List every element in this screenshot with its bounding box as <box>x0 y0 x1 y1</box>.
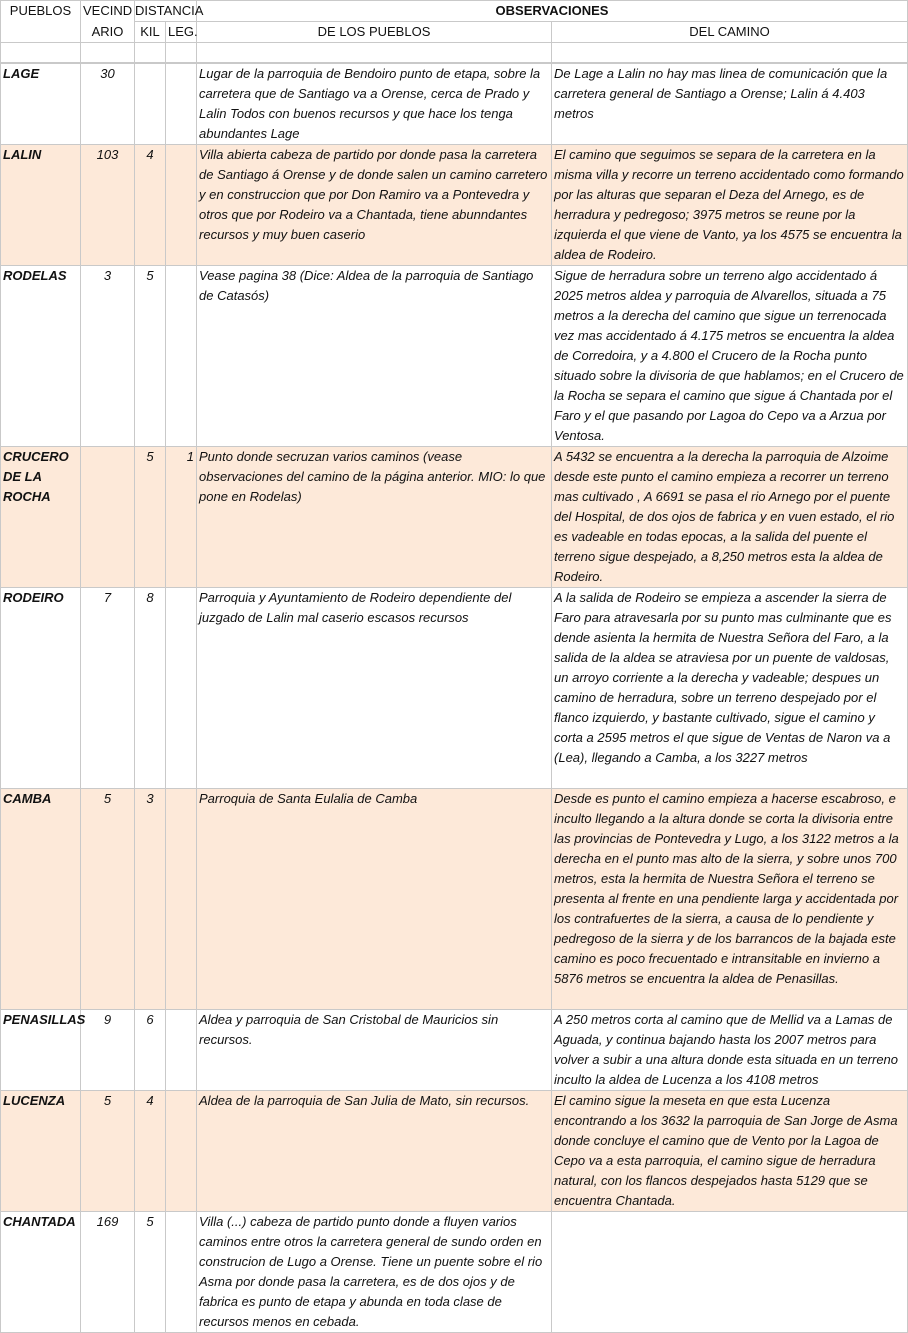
vecindario-cell-crucero-de-la-rocha <box>81 447 135 588</box>
camino-observation-penasillas: A 250 metros corta al camino que de Mellid va a Lamas de Aguada, y continua bajando hasta los 2007 metros para volver a subir a una altura donde esta situada en un terreno inculto la aldea de Lucenza a los 4108 metros <box>552 1010 908 1091</box>
kil-cell-chantada: 5 <box>135 1212 166 1333</box>
header-observaciones: OBSERVACIONES <box>197 1 908 22</box>
vecindario-cell-lage: 30 <box>81 64 135 145</box>
vecindario-cell-penasillas: 9 <box>81 1010 135 1091</box>
pueblos-observation-camba: Parroquia de Santa Eulalia de Camba <box>197 789 552 1010</box>
table-row <box>1 1212 908 1333</box>
pueblos-observation-rodeiro: Parroquia y Ayuntamiento de Rodeiro dependiente del juzgado de Lalin mal caserio escasos recursos <box>197 588 552 789</box>
vecindario-cell-chantada: 169 <box>81 1212 135 1333</box>
blank-row <box>1 43 908 63</box>
camino-observation-lucenza: El camino sigue la meseta en que esta Lucenza encontrando a los 3632 la parroquia de San Jorge de Asma donde concluye el camino que de Vento por la Lagoa de Cepo va a esta parroquia, el camino sigue de herradura natural, con los flancos despejados hasta 5129 que se encuentra Chantada. <box>552 1091 908 1212</box>
table-row <box>1 447 908 588</box>
camino-observation-camba: Desde es punto el camino empieza a hacerse escabroso, e inculto llegando a la altura donde se corta la divisoria entre las provincias de Pontevedra y Lugo, a los 3122 metros a la derecha en el punto mas alto de la sierra, y sobre unos 700 metros, esta la hermita de Nuestra Señora el terreno se presenta al frente en una pendiente larga y accidentada por los contrafuertes de la sierra, a causa de lo pendiente y pedregoso de la sierra y de los barrancos de la bajada este camino es poco frecuentado e intransitable en invierno a 5876 metros se encuentra la aldea de Penasillas. <box>552 789 908 1010</box>
leg-cell-crucero-de-la-rocha: 1 <box>166 447 197 588</box>
vecindario-cell-lucenza: 5 <box>81 1091 135 1212</box>
pueblos-observation-lalin: Villa abierta cabeza de partido por donde pasa la carretera de Santiago á Orense y de donde salen un camino carretero y en construccion que por Don Ramiro va a Pontevedra y otros que por Rodeiro va a Chantada, tiene abunndantes recursos y muy buen caserio <box>197 145 552 266</box>
vecindario-cell-rodeiro: 7 <box>81 588 135 789</box>
kil-cell-penasillas: 6 <box>135 1010 166 1091</box>
leg-cell-chantada <box>166 1212 197 1333</box>
pueblos-observation-crucero-de-la-rocha: Punto donde secruzan varios caminos (vease observaciones del camino de la página anterior. MIO: lo que pone en Rodelas) <box>197 447 552 588</box>
kil-cell-rodeiro: 8 <box>135 588 166 789</box>
pueblos-observation-penasillas: Aldea y parroquia de San Cristobal de Mauricios sin recursos. <box>197 1010 552 1091</box>
pueblos-observation-lucenza: Aldea de la parroquia de San Julia de Mato, sin recursos. <box>197 1091 552 1212</box>
camino-observation-rodeiro: A la salida de Rodeiro se empieza a ascender la sierra de Faro para atravesarla por su punto mas culminante que es dende asienta la hermita de Nuestra Señora del Faro, a la salida de la aldea se atraviesa por un puente de valdosas, un arroyo corriente a la derecha y vadeable; despues un camino de herradura, sobre un terreno despejado por el flanco izquierdo, y bastante cultivado, sigue el camino y corta a 2595 metros el que sigue de Ventas de Naron va a (Lea), llegando a Camba, a los 3227 metros <box>552 588 908 789</box>
header-distancia: DISTANCIA <box>135 1 197 22</box>
pueblo-name-lage: LAGE <box>1 64 81 145</box>
pueblos-observation-chantada: Villa (...) cabeza de partido punto donde a fluyen varios caminos entre otros la carretera general de sundo orden en construcion de Lugo a Orense. Tiene un puente sobre el rio Asma por donde pasa la carretera, es de dos ojos y de fabrica es punto de etapa y abunda en toda clase de recursos menos en cebada. <box>197 1212 552 1333</box>
table-row <box>1 145 908 266</box>
leg-cell-rodelas <box>166 266 197 447</box>
header-pueblos-continued <box>1 22 81 43</box>
pueblos-observation-lage: Lugar de la parroquia de Bendoiro punto de etapa, sobre la carretera que de Santiago va a Orense, cerca de Prado y Lalin Todos con buenos recursos y que hace los tenga abundantes Lage <box>197 64 552 145</box>
header-leg: LEG. <box>166 22 197 43</box>
leg-cell-rodeiro <box>166 588 197 789</box>
camino-observation-crucero-de-la-rocha: A 5432 se encuentra a la derecha la parroquia de Alzoime desde este punto el camino empieza a recorrer un terreno mas cultivado , A 6691 se pasa el rio Arnego por el puente del Hospital, de dos ojos de fabrica y en vuen estado, el rio es vadeable en todas epocas, a la salida del puente el terreno sigue despejado, a 8,250 metros esta la aldea de Rodeiro. <box>552 447 908 588</box>
camino-observation-chantada <box>552 1212 908 1333</box>
table-row <box>1 1010 908 1091</box>
table-row <box>1 64 908 145</box>
pueblo-name-crucero-de-la-rocha: CRUCERO DE LA ROCHA <box>1 447 81 588</box>
pueblo-name-rodelas: RODELAS <box>1 266 81 447</box>
kil-cell-lage <box>135 64 166 145</box>
header-kil: KIL <box>135 22 166 43</box>
pueblo-name-camba: CAMBA <box>1 789 81 1010</box>
pueblo-name-lucenza: LUCENZA <box>1 1091 81 1212</box>
kil-cell-lucenza: 4 <box>135 1091 166 1212</box>
vecindario-cell-camba: 5 <box>81 789 135 1010</box>
data-rows <box>1 64 908 1333</box>
leg-cell-lalin <box>166 145 197 266</box>
vecindario-cell-rodelas: 3 <box>81 266 135 447</box>
vecindario-cell-lalin: 103 <box>81 145 135 266</box>
header-vecindario-bottom: ARIO <box>81 22 135 43</box>
kil-cell-lalin: 4 <box>135 145 166 266</box>
header-del-camino: DEL CAMINO <box>552 22 908 43</box>
camino-observation-lage: De Lage a Lalin no hay mas linea de comunicación que la carretera general de Santiago a Orense; Lalin á 4.403 metros <box>552 64 908 145</box>
table-row <box>1 266 908 447</box>
pueblo-name-penasillas: PENASILLAS <box>1 1010 81 1091</box>
header-row-top <box>1 1 908 22</box>
kil-cell-camba: 3 <box>135 789 166 1010</box>
header-row-bottom <box>1 22 908 43</box>
leg-cell-lucenza <box>166 1091 197 1212</box>
camino-observation-rodelas: Sigue de herradura sobre un terreno algo accidentado á 2025 metros aldea y parroquia de Alvarellos, situada a 75 metros a la derecha del camino que sigue un terrenocada vez mas accidentado á 4.175 metros se encuentra la aldea de Corredoira, y a 4.800 el Crucero de la Rocha punto situado sobre la divisoria de que hablamos; en el Crucero de la Rocha se separa el camino que sigue á Chantada por el Faro y el que pasando por Lagoa do Cepo va a Arzua por Ventosa. <box>552 266 908 447</box>
pueblo-name-rodeiro: RODEIRO <box>1 588 81 789</box>
kil-cell-crucero-de-la-rocha: 5 <box>135 447 166 588</box>
header-de-los-pueblos: DE LOS PUEBLOS <box>197 22 552 43</box>
leg-cell-penasillas <box>166 1010 197 1091</box>
pueblos-observation-rodelas: Vease pagina 38 (Dice: Aldea de la parroquia de Santiago de Catasós) <box>197 266 552 447</box>
camino-observation-lalin: El camino que seguimos se separa de la carretera en la misma villa y recorre un terreno accidentado como formando por las alturas que separan el Deza del Arnego, es de herradura y pedregoso; 3975 metros se reune por la izquierda el que viene de Vanto, ya los 4575 se encuentra la aldea de Rodeiro. <box>552 145 908 266</box>
table-row <box>1 789 908 1010</box>
kil-cell-rodelas: 5 <box>135 266 166 447</box>
header-pueblos: PUEBLOS <box>1 1 81 22</box>
table-row <box>1 588 908 789</box>
pueblo-name-lalin: LALIN <box>1 145 81 266</box>
leg-cell-lage <box>166 64 197 145</box>
leg-cell-camba <box>166 789 197 1010</box>
header-vecindario-top: VECIND <box>81 1 135 22</box>
table-row <box>1 1091 908 1212</box>
pueblo-name-chantada: CHANTADA <box>1 1212 81 1333</box>
